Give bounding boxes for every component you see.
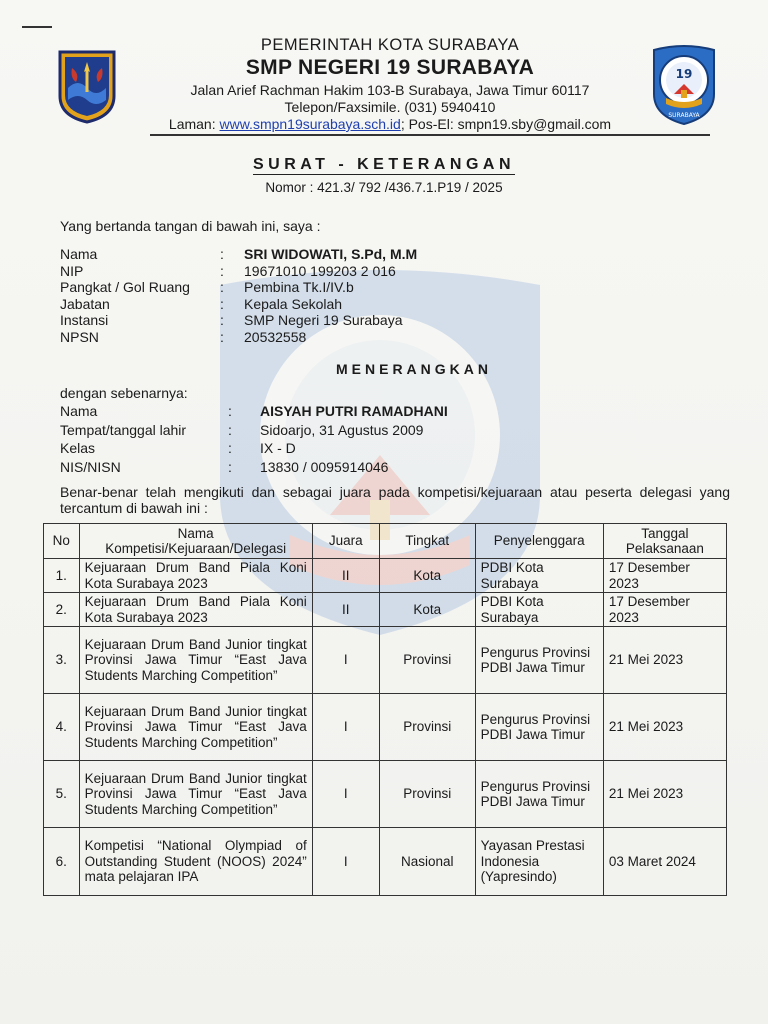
statement-text: Benar-benar telah mengikuti dan sebagai juara pada kompetisi/kejuaraan atau peserta delegasi yang tercantum di bawah ini : [60, 484, 730, 516]
student-birth: Sidoarjo, 31 Agustus 2009 [260, 421, 424, 438]
student-row [60, 439, 448, 458]
cell-juara: I [312, 694, 379, 761]
header-tanggal: Tanggal Pelaksanaan [603, 524, 726, 559]
student-details [60, 402, 448, 476]
truthfully-text: dengan sebenarnya: [60, 385, 188, 401]
table-row [44, 694, 727, 761]
cell-tanggal: 17 Desember 2023 [603, 559, 726, 593]
header-penyelenggara: Penyelenggara [475, 524, 603, 559]
signatory-institution: SMP Negeri 19 Surabaya [244, 312, 403, 328]
cell-tanggal: 21 Mei 2023 [603, 694, 726, 761]
intro-text: Yang bertanda tangan di bawah ini, saya : [60, 218, 321, 234]
school-address: Jalan Arief Rachman Hakim 103-B Surabaya, Jawa Timur 60117 [190, 82, 590, 98]
cell-penyelenggara: PDBI Kota Surabaya [475, 593, 603, 627]
cell-juara: I [312, 828, 379, 896]
field-colon: : [220, 262, 224, 279]
cell-juara: II [312, 593, 379, 627]
student-name: AISYAH PUTRI RAMADHANI [260, 403, 448, 419]
signatory-row [60, 279, 417, 296]
emblem-number: 19 [675, 67, 693, 81]
cell-no: 6. [44, 828, 80, 896]
cell-name: Kejuaraan Drum Band Junior tingkat Provinsi Jawa Timur “East Java Students Marching Competition” [79, 627, 312, 694]
field-colon: : [220, 295, 224, 312]
competition-table [43, 523, 727, 896]
field-colon: : [220, 328, 224, 345]
website-link[interactable]: www.smpn19surabaya.sch.id [219, 116, 401, 132]
field-colon: : [220, 279, 224, 295]
cell-penyelenggara: PDBI Kota Surabaya [475, 559, 603, 593]
student-row [60, 421, 448, 440]
header-no: No [44, 524, 80, 559]
header-divider [150, 134, 710, 136]
student-row [60, 458, 448, 477]
table-row [44, 627, 727, 694]
cell-penyelenggara: Pengurus Provinsi PDBI Jawa Timur [475, 761, 603, 828]
table-row [44, 559, 727, 593]
table-header-row [44, 524, 727, 559]
cell-tanggal: 21 Mei 2023 [603, 627, 726, 694]
field-label: Instansi [60, 312, 109, 328]
header-juara: Juara [312, 524, 379, 559]
staple-mark [22, 26, 52, 28]
signatory-position: Kepala Sekolah [244, 295, 343, 312]
cell-tingkat: Kota [379, 593, 475, 627]
signatory-row [60, 296, 417, 313]
signatory-row [60, 329, 417, 346]
signatory-npsn: 20532558 [244, 328, 307, 345]
school-phone: Telepon/Faxsimile. (031) 5940410 [284, 99, 496, 115]
cell-juara: I [312, 761, 379, 828]
field-label: Pangkat / Gol Ruang [60, 279, 190, 295]
field-label: Kelas [60, 440, 96, 456]
field-label: NPSN [60, 328, 99, 345]
cell-tingkat: Kota [379, 559, 475, 593]
field-colon: : [228, 458, 232, 475]
cell-tanggal: 17 Desember 2023 [603, 593, 726, 627]
cell-juara: I [312, 627, 379, 694]
field-label: NIP [60, 262, 84, 279]
cell-tanggal: 03 Maret 2024 [603, 828, 726, 896]
cell-no: 3. [44, 627, 80, 694]
field-colon: : [220, 246, 224, 262]
cell-juara: II [312, 559, 379, 593]
signatory-row [60, 312, 417, 329]
field-colon: : [220, 312, 224, 328]
field-colon: : [228, 440, 232, 456]
cell-name: Kejuaraan Drum Band Junior tingkat Provinsi Jawa Timur “East Java Students Marching Competition” [79, 694, 312, 761]
cell-name: Kejuaraan Drum Band Piala Koni Kota Surabaya 2023 [79, 559, 312, 593]
cell-penyelenggara: Pengurus Provinsi PDBI Jawa Timur [475, 694, 603, 761]
field-colon: : [228, 403, 232, 419]
table-row [44, 593, 727, 627]
signatory-row [60, 246, 417, 263]
cell-no: 1. [44, 559, 80, 593]
field-label: Tempat/tanggal lahir [60, 421, 187, 438]
signatory-nip: 19671010 199203 2 016 [244, 262, 396, 279]
cell-no: 5. [44, 761, 80, 828]
field-label: Nama [60, 246, 98, 262]
school-name: SMP NEGERI 19 SURABAYA [245, 56, 535, 79]
cell-penyelenggara: Yayasan Prestasi Indonesia (Yapresindo) [475, 828, 603, 896]
signatory-rank: Pembina Tk.I/IV.b [244, 279, 354, 295]
student-class: IX - D [260, 440, 296, 456]
cell-no: 2. [44, 593, 80, 627]
header-tingkat: Tingkat [379, 524, 475, 559]
header-name: Nama Kompetisi/Kejuaraan/Delegasi [79, 524, 312, 559]
student-row [60, 402, 448, 421]
letter-number: Nomor : 421.3/ 792 /436.7.1.P19 / 2025 [265, 180, 503, 195]
cell-tingkat: Nasional [379, 828, 475, 896]
signatory-row [60, 263, 417, 280]
table-row [44, 761, 727, 828]
cell-name: Kejuaraan Drum Band Piala Koni Kota Surabaya 2023 [79, 593, 312, 627]
signatory-name: SRI WIDOWATI, S.Pd, M.M [244, 246, 418, 262]
web-label: Laman: [168, 116, 216, 132]
cell-tanggal: 21 Mei 2023 [603, 761, 726, 828]
cell-name: Kejuaraan Drum Band Junior tingkat Provinsi Jawa Timur “East Java Students Marching Competition” [79, 761, 312, 828]
declares-heading: MENERANGKAN [336, 361, 492, 377]
cell-name: Kompetisi “National Olympiad of Outstanding Student (NOOS) 2024” mata pelajaran IPA [79, 828, 312, 896]
school-contact-line [130, 116, 650, 132]
email-text: ; Pos-El: smpn19.sby@gmail.com [400, 116, 612, 132]
school-emblem-icon [650, 44, 718, 126]
cell-tingkat: Provinsi [379, 627, 475, 694]
cell-tingkat: Provinsi [379, 761, 475, 828]
cell-tingkat: Provinsi [379, 694, 475, 761]
letter-title: SURAT - KETERANGAN [252, 156, 516, 173]
table-row [44, 828, 727, 896]
cell-penyelenggara: Pengurus Provinsi PDBI Jawa Timur [475, 627, 603, 694]
field-label: NIS/NISN [60, 458, 121, 475]
government-name: PEMERINTAH KOTA SURABAYA [260, 36, 520, 54]
field-label: Jabatan [60, 295, 110, 312]
field-label: Nama [60, 403, 98, 419]
signatory-details [60, 246, 417, 345]
emblem-caption: SURABAYA [668, 112, 700, 119]
cell-no: 4. [44, 694, 80, 761]
student-id: 13830 / 0095914046 [260, 458, 389, 475]
field-colon: : [228, 421, 232, 438]
surabaya-city-crest-icon [56, 48, 118, 124]
